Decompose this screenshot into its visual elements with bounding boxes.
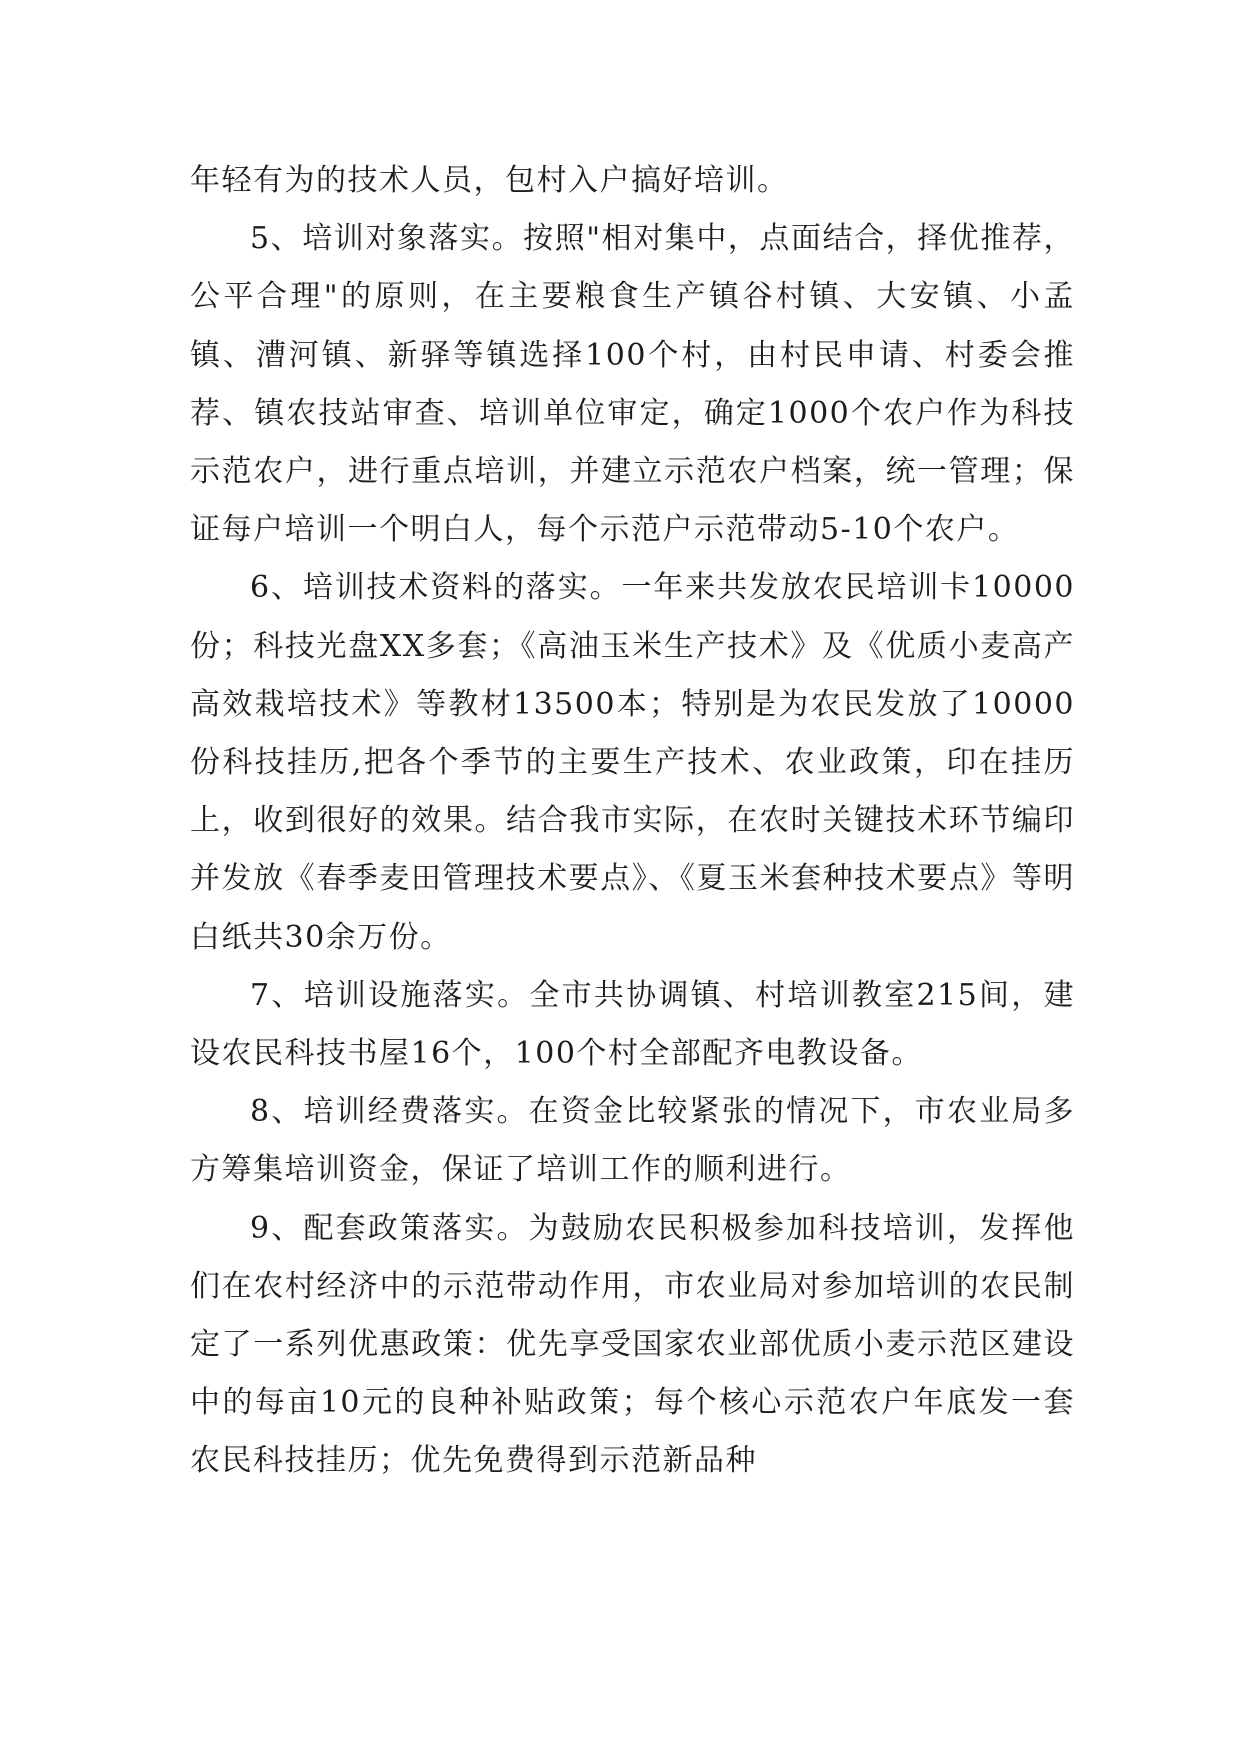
paragraph-item-5-training-targets: 5、培训对象落实。按照"相对集中，点面结合，择优推荐，公平合理"的原则，在主要粮食生产镇谷村镇、大安镇、小孟镇、漕河镇、新驿等镇选择100个村，由村民申请、村委会推荐、镇农技站审查、培训单位审定，确定1000个农户作为科技示范农户，进行重点培训，并建立示范农户档案，统一管理；保证每户培训一个明白人，每个示范户示范带动5-10个农户。 <box>190 221 1075 548</box>
paragraph-continuation: 年轻有为的技术人员，包村入户搞好培训。 <box>190 163 789 198</box>
paragraph-item-7-training-facilities: 7、培训设施落实。全市共协调镇、村培训教室215间，建设农民科技书屋16个，100个村全部配齐电教设备。 <box>190 977 1075 1072</box>
paragraph-item-8-training-funds: 8、培训经费落实。在资金比较紧张的情况下，市农业局多方筹集培训资金，保证了培训工作的顺利进行。 <box>190 1094 1075 1188</box>
document-page <box>190 152 1075 1491</box>
paragraph-item-6-training-materials: 6、培训技术资料的落实。一年来共发放农民培训卡10000份；科技光盘XX多套；《高油玉米生产技术》及《优质小麦高产高效栽培技术》等教材13500本；特别是为农民发放了10000份科技挂历,把各个季节的主要生产技术、农业政策，印在挂历上，收到很好的效果。结合我市实际，在农时关键技术环节编印并发放《春季麦田管理技术要点》、《夏玉米套种技术要点》等明白纸共30余万份。 <box>190 570 1075 955</box>
paragraph-item-9-supporting-policies: 9、配套政策落实。为鼓励农民积极参加科技培训，发挥他们在农村经济中的示范带动作用，市农业局对参加培训的农民制定了一系列优惠政策：优先享受国家农业部优质小麦示范区建设中的每亩10元的良种补贴政策；每个核心示范农户年底发一套农民科技挂历；优先免费得到示范新品种 <box>190 1210 1075 1479</box>
